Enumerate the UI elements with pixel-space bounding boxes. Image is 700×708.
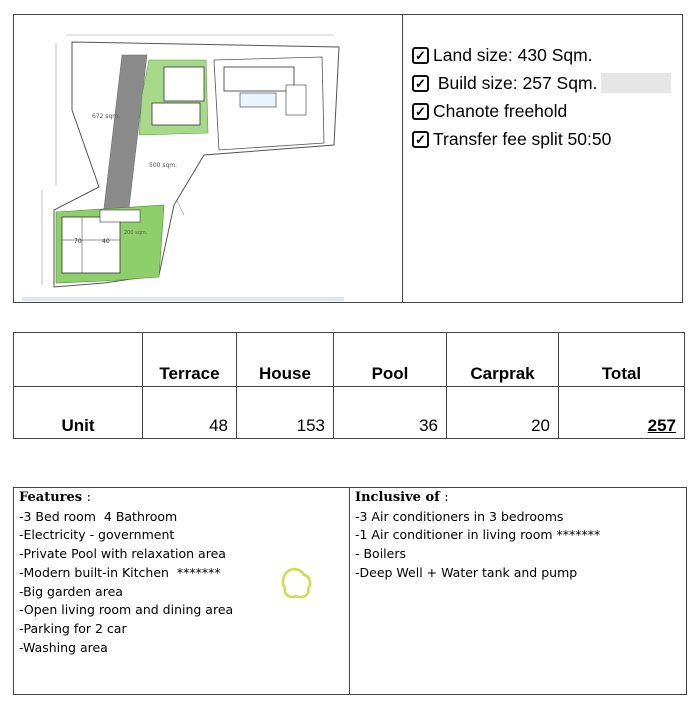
checkbox-checked-icon: ✓ (412, 47, 429, 64)
inclusive-list (355, 508, 681, 583)
right-pool (240, 93, 276, 107)
row-label-unit: Unit (14, 387, 143, 439)
area-table (13, 332, 685, 439)
list-item: -1 Air conditioner in living room ******* (355, 527, 601, 543)
build-size-item (412, 69, 671, 97)
plan-edge-strip (22, 297, 344, 301)
list-item: -Private Pool with relaxation area (19, 546, 226, 562)
list-item: -Big garden area (19, 583, 123, 599)
land-size-item (412, 41, 671, 69)
value-house: 153 (237, 387, 334, 439)
header-terrace: Terrace (143, 333, 237, 387)
chanote-label: Chanote freehold (433, 100, 568, 121)
area-label-3: 200 sqm. (124, 230, 148, 236)
carport-bottom (100, 210, 140, 222)
house-bottom (62, 217, 120, 273)
value-pool: 36 (334, 387, 447, 439)
header-house: House (237, 333, 334, 387)
site-plan (14, 15, 403, 302)
transfer-fee-item (412, 125, 671, 153)
inclusive-title: Inclusive of : (355, 490, 449, 505)
right-building (224, 67, 294, 91)
room-label-1: 40 (102, 238, 110, 245)
header-total: Total (559, 333, 685, 387)
list-item: - Boilers (355, 546, 406, 562)
inclusive-column (350, 488, 686, 694)
redacted-block (601, 73, 671, 93)
table-row (14, 387, 685, 439)
area-label-2: 500 sqm. (149, 162, 178, 169)
land-size-label: Land size: 430 Sqm. (433, 44, 593, 65)
build-size-label: Build size: 257 Sqm. (433, 72, 598, 93)
list-item: -Washing area (19, 639, 108, 655)
header-cell-empty (14, 333, 143, 387)
features-panel (13, 487, 687, 695)
transfer-fee-label: Transfer fee split 50:50 (433, 128, 612, 149)
list-item: -Modern built-in Kitchen ******* (19, 564, 221, 580)
list-item: -Electricity - government (19, 527, 175, 543)
area-label-1: 672 sqm. (92, 113, 121, 120)
value-terrace: 48 (143, 387, 237, 439)
header-pool: Pool (334, 333, 447, 387)
room-label-2: 70 (74, 238, 82, 245)
value-total: 257 (559, 387, 685, 439)
chanote-item (412, 97, 671, 125)
header-carport: Carprak (447, 333, 559, 387)
checkbox-checked-icon: ✓ (412, 75, 429, 92)
list-item: -Deep Well + Water tank and pump (355, 564, 578, 580)
area-table-header (14, 333, 685, 387)
checkbox-checked-icon: ✓ (412, 131, 429, 148)
checkbox-checked-icon: ✓ (412, 103, 429, 120)
list-item: -3 Air conditioners in 3 bedrooms (355, 508, 564, 524)
property-summary-panel (13, 14, 683, 303)
value-carport: 20 (447, 387, 559, 439)
list-item: -3 Bed room 4 Bathroom (19, 508, 178, 524)
house-top (164, 67, 204, 101)
site-plan-drawing (14, 15, 402, 302)
features-title: Features : (19, 490, 92, 505)
list-item: -Open living room and dining area (19, 602, 234, 618)
watermark-logo-icon (280, 566, 314, 600)
summary-checklist (412, 41, 671, 153)
right-annex (286, 85, 306, 115)
list-item: -Parking for 2 car (19, 620, 127, 636)
terrace-top (152, 103, 200, 125)
